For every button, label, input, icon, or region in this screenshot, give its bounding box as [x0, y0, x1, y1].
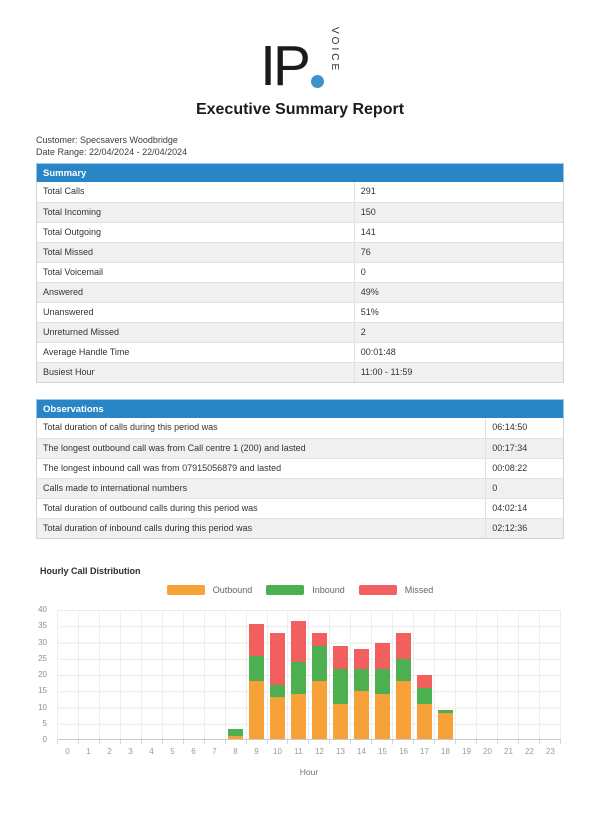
- row-label: Busiest Hour: [37, 363, 355, 382]
- row-value: 04:02:14: [492, 503, 528, 513]
- x-tick-label: 12: [315, 747, 324, 756]
- bar-stack-20: [480, 611, 495, 739]
- table-row: [37, 478, 563, 498]
- bar-slot-7: [205, 611, 226, 739]
- bar-outbound-hour-13: [333, 704, 348, 739]
- x-tick-label: 17: [420, 747, 429, 756]
- row-value: 02:12:36: [492, 523, 528, 533]
- bar-stack-13: [333, 611, 348, 739]
- legend-swatch-outbound: [167, 585, 205, 595]
- x-tick-label: 9: [254, 747, 259, 756]
- bar-outbound-hour-16: [396, 681, 411, 739]
- bar-missed-hour-11: [291, 621, 306, 663]
- legend-item-outbound: [167, 585, 253, 595]
- x-tick: [226, 740, 247, 744]
- chart-plot: [57, 610, 561, 740]
- date-range-line: Date Range: 22/04/2024 - 22/04/2024: [36, 147, 188, 157]
- page-title: Executive Summary Report: [195, 101, 405, 118]
- bar-slot-11: [288, 611, 309, 739]
- bar-outbound-hour-10: [270, 697, 285, 739]
- row-value: 141: [360, 227, 376, 237]
- bar-slot-10: [268, 611, 289, 739]
- table-row: [37, 242, 563, 262]
- chart-title: Hourly Call Distribution: [40, 566, 141, 576]
- row-label: Total duration of outbound calls during this period was: [37, 499, 486, 518]
- legend-label: Inbound: [312, 585, 345, 595]
- row-label: Average Handle Time: [37, 343, 355, 362]
- row-value: 150: [360, 207, 376, 217]
- bar-slot-15: [372, 611, 393, 739]
- bar-slot-22: [519, 611, 540, 739]
- x-tick-label: 23: [546, 747, 555, 756]
- x-tick-label: 5: [170, 747, 175, 756]
- summary-table: [36, 163, 564, 383]
- bar-inbound-hour-9: [249, 656, 264, 682]
- bar-slot-16: [393, 611, 414, 739]
- row-label: Answered: [37, 283, 355, 302]
- table-row: [37, 262, 563, 282]
- observations-table-rows: [37, 418, 563, 538]
- bar-stack-12: [312, 611, 327, 739]
- x-tick-label: 2: [107, 747, 112, 756]
- x-tick-label: 15: [378, 747, 387, 756]
- row-label: Unanswered: [37, 303, 355, 322]
- bar-stack-3: [123, 611, 138, 739]
- bar-stack-22: [521, 611, 536, 739]
- row-value: 291: [360, 186, 376, 196]
- y-tick-label: 5: [42, 718, 47, 728]
- legend-swatch-missed: [359, 585, 397, 595]
- observations-table-header: Observations: [36, 399, 564, 418]
- bar-stack-8: [228, 611, 243, 739]
- row-value: 2: [360, 327, 366, 337]
- row-value: 76: [360, 247, 371, 257]
- legend-label: Missed: [404, 585, 434, 595]
- bar-outbound-hour-8: [228, 736, 243, 739]
- row-value: 0: [360, 267, 366, 277]
- x-tick: [540, 740, 561, 744]
- row-label: Total Incoming: [37, 203, 355, 222]
- bar-slot-14: [351, 611, 372, 739]
- bar-missed-hour-17: [417, 675, 432, 688]
- bar-outbound-hour-9: [249, 681, 264, 739]
- row-value: 0: [492, 483, 498, 493]
- x-tick: [142, 740, 163, 744]
- customer-line: Customer: Specsavers Woodbridge: [36, 135, 178, 145]
- summary-table-header: Summary: [36, 163, 564, 182]
- bar-stack-17: [417, 611, 432, 739]
- row-label: Total Missed: [37, 243, 355, 262]
- row-value: 06:14:50: [492, 422, 528, 432]
- bar-stack-23: [542, 611, 557, 739]
- y-tick-label: 25: [38, 653, 47, 663]
- table-row: [37, 202, 563, 222]
- x-tick-label: 13: [336, 747, 345, 756]
- bar-slot-13: [330, 611, 351, 739]
- bar-stack-16: [396, 611, 411, 739]
- chart-x-axis-title: Hour: [299, 767, 319, 777]
- y-tick-label: 35: [38, 621, 47, 631]
- logo-vertical-text: VOICE: [328, 27, 340, 74]
- x-tick: [477, 740, 498, 744]
- x-tick-label: 11: [294, 747, 303, 756]
- table-row: [37, 418, 563, 438]
- bar-missed-hour-13: [333, 646, 348, 668]
- row-label: The longest outbound call was from Call centre 1 (200) and lasted: [37, 439, 486, 458]
- bar-missed-hour-14: [354, 649, 369, 668]
- table-row: [37, 362, 563, 382]
- row-value: 51%: [360, 307, 379, 317]
- bar-missed-hour-10: [270, 633, 285, 684]
- legend-swatch-inbound: [266, 585, 304, 595]
- row-label: Calls made to international numbers: [37, 479, 486, 498]
- bar-missed-hour-16: [396, 633, 411, 659]
- row-label: Total Outgoing: [37, 223, 355, 242]
- y-tick-label: 30: [38, 637, 47, 647]
- bar-stack-18: [438, 611, 453, 739]
- table-row: [37, 302, 563, 322]
- bar-stack-11: [291, 611, 306, 739]
- bar-slot-17: [414, 611, 435, 739]
- bar-slot-8: [226, 611, 247, 739]
- legend-item-missed: [359, 585, 434, 595]
- x-tick: [205, 740, 226, 744]
- bar-stack-14: [354, 611, 369, 739]
- bar-outbound-hour-14: [354, 691, 369, 739]
- x-tick-label: 22: [525, 747, 534, 756]
- x-tick: [372, 740, 393, 744]
- x-tick-label: 10: [273, 747, 282, 756]
- table-row: [37, 182, 563, 202]
- x-tick: [79, 740, 100, 744]
- x-tick: [309, 740, 330, 744]
- row-label: The longest inbound call was from 07915056879 and lasted: [37, 459, 486, 478]
- table-row: [37, 518, 563, 538]
- row-value: 49%: [360, 287, 379, 297]
- bar-stack-6: [186, 611, 201, 739]
- y-tick-label: 10: [38, 702, 47, 712]
- row-value: 00:08:22: [492, 463, 528, 473]
- chart-x-ticks: [57, 740, 561, 744]
- table-row: [37, 438, 563, 458]
- bar-slot-18: [435, 611, 456, 739]
- bar-outbound-hour-18: [438, 713, 453, 739]
- x-tick: [121, 740, 142, 744]
- x-tick: [288, 740, 309, 744]
- x-tick: [435, 740, 456, 744]
- bar-outbound-hour-12: [312, 681, 327, 739]
- bar-slot-3: [121, 611, 142, 739]
- x-tick-label: 14: [357, 747, 366, 756]
- bar-missed-hour-12: [312, 633, 327, 646]
- x-tick: [100, 740, 121, 744]
- bar-slot-12: [309, 611, 330, 739]
- row-label: Total Voicemail: [37, 263, 355, 282]
- bar-missed-hour-15: [375, 643, 390, 669]
- x-tick: [163, 740, 184, 744]
- logo-dot-icon: [311, 75, 324, 88]
- x-tick-label: 4: [149, 747, 154, 756]
- x-tick-label: 18: [441, 747, 450, 756]
- x-tick: [330, 740, 351, 744]
- report-meta: [36, 134, 564, 158]
- bar-slot-2: [100, 611, 121, 739]
- table-row: [37, 458, 563, 478]
- bar-inbound-hour-14: [354, 669, 369, 691]
- x-tick-label: 21: [504, 747, 513, 756]
- legend-label: Outbound: [212, 585, 253, 595]
- x-tick-label: 6: [191, 747, 196, 756]
- bar-stack-19: [459, 611, 474, 739]
- x-tick: [57, 740, 79, 744]
- legend-item-inbound: [266, 585, 345, 595]
- bar-inbound-hour-13: [333, 669, 348, 704]
- x-tick-label: 16: [399, 747, 408, 756]
- table-row: [37, 342, 563, 362]
- bar-slot-1: [79, 611, 100, 739]
- x-tick: [414, 740, 435, 744]
- bar-inbound-hour-10: [270, 685, 285, 698]
- bar-slot-20: [477, 611, 498, 739]
- bar-outbound-hour-17: [417, 704, 432, 739]
- row-value: 00:17:34: [492, 443, 528, 453]
- bar-slot-21: [498, 611, 519, 739]
- bar-slot-19: [456, 611, 477, 739]
- observations-table: [36, 399, 564, 539]
- x-tick-label: 3: [128, 747, 133, 756]
- bar-inbound-hour-11: [291, 662, 306, 694]
- x-tick-label: 20: [483, 747, 492, 756]
- bar-stack-15: [375, 611, 390, 739]
- table-row: [37, 498, 563, 518]
- table-row: [37, 282, 563, 302]
- bar-stack-1: [81, 611, 96, 739]
- bar-slot-0: [58, 611, 79, 739]
- x-tick-label: 0: [65, 747, 70, 756]
- chart-y-axis: [0, 605, 52, 744]
- summary-table-rows: [37, 182, 563, 382]
- report-page: [0, 26, 600, 838]
- bar-stack-7: [207, 611, 222, 739]
- x-tick: [456, 740, 477, 744]
- bar-outbound-hour-15: [375, 694, 390, 739]
- bar-inbound-hour-15: [375, 669, 390, 695]
- x-tick-label: 19: [462, 747, 471, 756]
- bar-stack-4: [144, 611, 159, 739]
- x-tick-label: 1: [86, 747, 91, 756]
- y-tick-label: 0: [42, 735, 47, 744]
- bar-inbound-hour-16: [396, 659, 411, 681]
- row-label: Unreturned Missed: [37, 323, 355, 342]
- bar-slot-5: [163, 611, 184, 739]
- table-row: [37, 222, 563, 242]
- y-tick-label: 40: [38, 605, 47, 614]
- bar-stack-0: [60, 611, 75, 739]
- x-tick: [519, 740, 540, 744]
- bar-stack-2: [102, 611, 117, 739]
- hourly-call-chart: [0, 605, 600, 777]
- x-tick: [184, 740, 205, 744]
- bar-slot-6: [184, 611, 205, 739]
- x-tick: [393, 740, 414, 744]
- bar-outbound-hour-11: [291, 694, 306, 739]
- logo-text: IP: [260, 34, 308, 99]
- bar-stack-21: [500, 611, 515, 739]
- chart-legend: [0, 583, 600, 597]
- bar-stack-10: [270, 611, 285, 739]
- bar-inbound-hour-12: [312, 646, 327, 681]
- row-label: Total Calls: [37, 182, 355, 202]
- row-label: Total duration of inbound calls during this period was: [37, 519, 486, 538]
- x-tick-label: 7: [212, 747, 217, 756]
- logo: [0, 26, 600, 99]
- x-tick: [351, 740, 372, 744]
- row-value: 00:01:48: [360, 347, 396, 357]
- bar-inbound-hour-17: [417, 688, 432, 704]
- bar-slot-4: [142, 611, 163, 739]
- chart-x-labels: [57, 747, 561, 756]
- table-row: [37, 322, 563, 342]
- bar-stack-5: [165, 611, 180, 739]
- x-tick: [247, 740, 268, 744]
- x-tick-label: 8: [233, 747, 238, 756]
- row-label: Total duration of calls during this period was: [37, 418, 486, 438]
- bar-slot-23: [540, 611, 561, 739]
- y-tick-label: 15: [38, 686, 47, 696]
- x-tick: [498, 740, 519, 744]
- row-value: 11:00 - 11:59: [360, 367, 413, 377]
- bar-stack-9: [249, 611, 264, 739]
- y-tick-label: 20: [38, 670, 47, 679]
- x-tick: [268, 740, 289, 744]
- bar-slot-9: [247, 611, 268, 739]
- bar-missed-hour-9: [249, 624, 264, 656]
